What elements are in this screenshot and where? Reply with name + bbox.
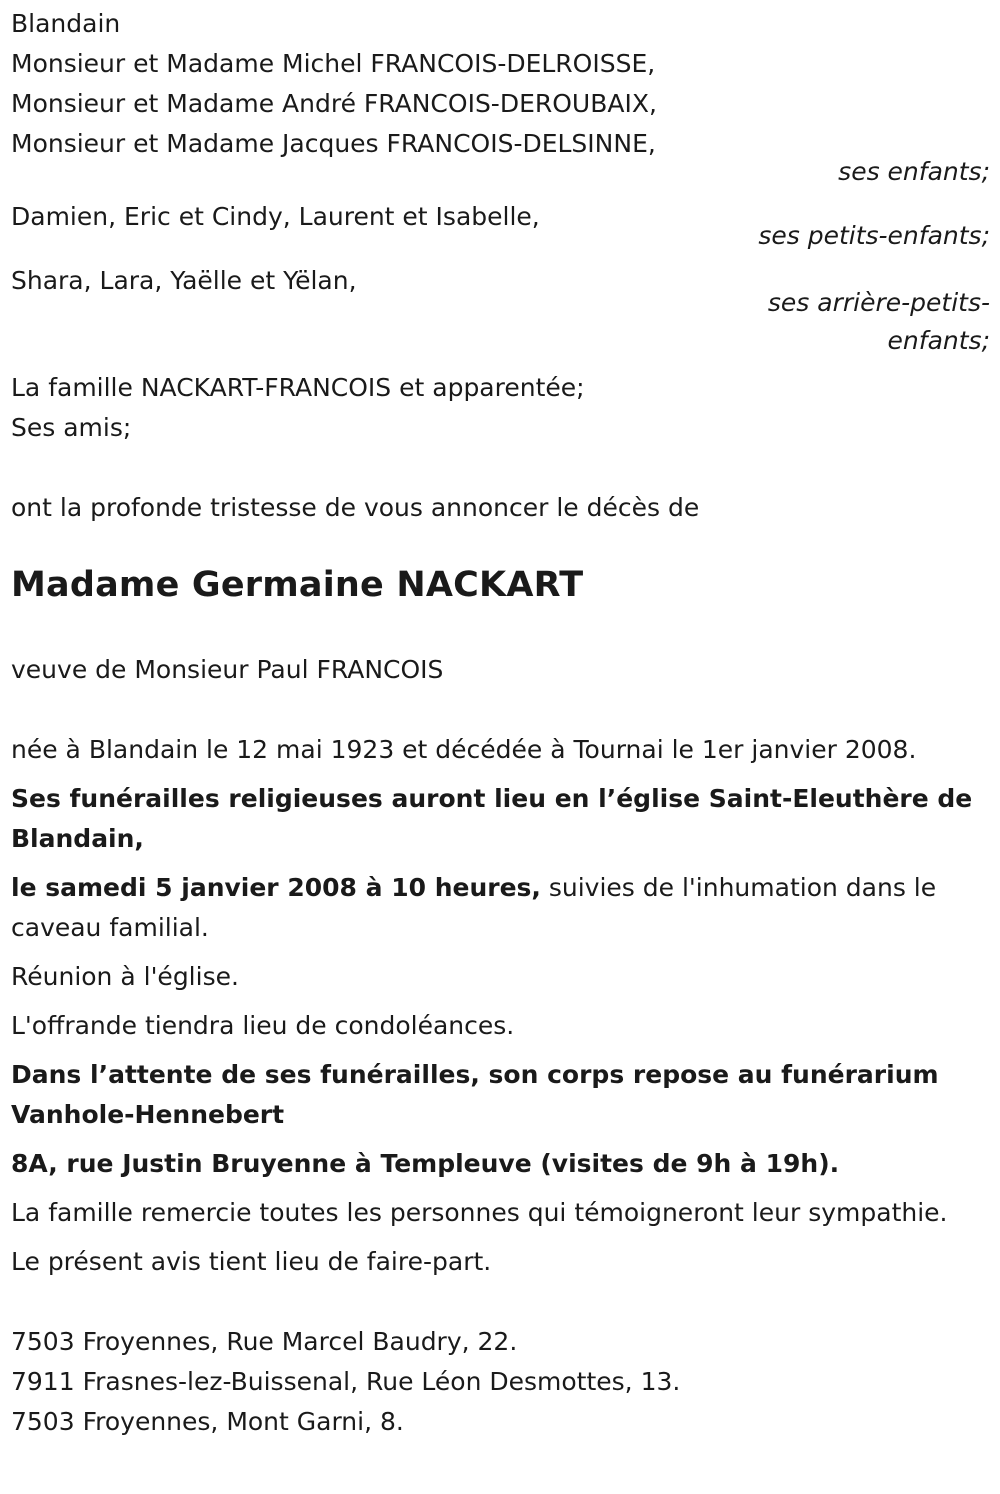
deceased-name: Madame Germaine NACKART [11, 565, 584, 605]
children-line: Monsieur et Madame Michel FRANCOIS-DELROISSE, [11, 49, 656, 78]
funeral-date-bold: le samedi 5 janvier 2008 à 10 heures, [11, 873, 541, 902]
friends-line: Ses amis; [11, 413, 132, 442]
address-line: 7911 Frasnes-lez-Buissenal, Rue Léon Desmottes, 13. [11, 1367, 681, 1396]
greatgrandchildren-relation-part1: ses arrière-petits- [767, 288, 990, 317]
grandchildren-line: Damien, Eric et Cindy, Laurent et Isabelle, [11, 202, 540, 231]
widow-line: veuve de Monsieur Paul FRANCOIS [11, 655, 444, 684]
offering-line: L'offrande tiendra lieu de condoléances. [11, 1011, 515, 1040]
children-line: Monsieur et Madame André FRANCOIS-DEROUBAIX, [11, 89, 657, 118]
address-line: 7503 Froyennes, Rue Marcel Baudry, 22. [11, 1327, 518, 1356]
funeral-church: Ses funérailles religieuses auront lieu en l’église Saint-Eleuthère de Blandain, [11, 784, 973, 853]
meeting-line: Réunion à l'église. [11, 962, 239, 991]
announcement-intro: ont la profonde tristesse de vous annoncer le décès de [11, 493, 700, 522]
address-visits-line: 8A, rue Justin Bruyenne à Templeuve (visites de 9h à 19h). [11, 1149, 840, 1178]
family-line: La famille NACKART-FRANCOIS et apparentée; [11, 373, 585, 402]
grandchildren-relation: ses petits-enfants; [758, 221, 990, 250]
greatgrandchildren-relation-part2: enfants; [887, 326, 990, 355]
greatgrandchildren-line: Shara, Lara, Yaëlle et Yëlan, [11, 266, 357, 295]
address-line: 7503 Froyennes, Mont Garni, 8. [11, 1407, 404, 1436]
funeral-date-rest: suivies de l'inhumation dans le caveau familial. [11, 873, 937, 942]
notice-line: Le présent avis tient lieu de faire-part. [11, 1247, 492, 1276]
spacer [11, 448, 990, 488]
place-name: Blandain [11, 9, 121, 38]
funeral-date [11, 868, 990, 948]
thanks-line: La famille remercie toutes les personnes qui témoigneront leur sympathie. [11, 1198, 948, 1227]
funeral-home-line: Dans l’attente de ses funérailles, son corps repose au funérarium Vanhole-Hennebert [11, 1060, 939, 1129]
birth-death-line: née à Blandain le 12 mai 1923 et décédée à Tournai le 1er janvier 2008. [11, 735, 917, 764]
children-line: Monsieur et Madame Jacques FRANCOIS-DELSINNE, [11, 129, 656, 158]
children-relation: ses enfants; [838, 157, 990, 186]
